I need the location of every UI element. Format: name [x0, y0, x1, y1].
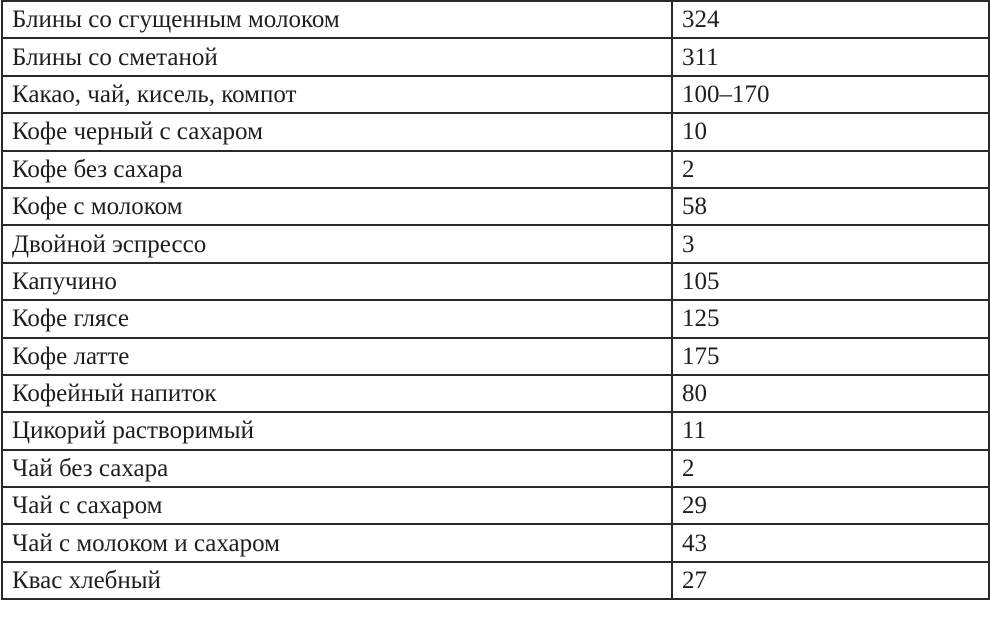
item-name-cell: Блины со сгущенным молоком [2, 1, 672, 38]
item-name-cell: Чай с молоком и сахаром [2, 524, 672, 561]
item-name-cell: Чай без сахара [2, 450, 672, 487]
table-row [2, 188, 989, 225]
item-name-cell: Кофе латте [2, 338, 672, 375]
table-row [2, 487, 989, 524]
table-row [2, 225, 989, 262]
item-name-cell: Кофе без сахара [2, 151, 672, 188]
table-row [2, 412, 989, 449]
item-value-cell: 27 [672, 562, 989, 599]
item-value-cell: 2 [672, 450, 989, 487]
table-row [2, 76, 989, 113]
item-name-cell: Кофейный напиток [2, 375, 672, 412]
table-row [2, 1, 989, 38]
table-row [2, 38, 989, 75]
item-value-cell: 3 [672, 225, 989, 262]
item-name-cell: Квас хлебный [2, 562, 672, 599]
table-row [2, 263, 989, 300]
item-value-cell: 80 [672, 375, 989, 412]
item-value-cell: 29 [672, 487, 989, 524]
table-row [2, 113, 989, 150]
item-value-cell: 100–170 [672, 76, 989, 113]
item-value-cell: 175 [672, 338, 989, 375]
item-value-cell: 105 [672, 263, 989, 300]
table-row [2, 151, 989, 188]
item-value-cell: 324 [672, 1, 989, 38]
item-name-cell: Цикорий растворимый [2, 412, 672, 449]
item-value-cell: 10 [672, 113, 989, 150]
table-row [2, 524, 989, 561]
table-row [2, 450, 989, 487]
item-value-cell: 43 [672, 524, 989, 561]
item-name-cell: Двойной эспрессо [2, 225, 672, 262]
item-name-cell: Какао, чай, кисель, компот [2, 76, 672, 113]
table-row [2, 338, 989, 375]
item-name-cell: Кофе глясе [2, 300, 672, 337]
item-value-cell: 58 [672, 188, 989, 225]
table-row [2, 375, 989, 412]
item-value-cell: 2 [672, 151, 989, 188]
item-value-cell: 311 [672, 38, 989, 75]
calorie-table [1, 0, 990, 600]
item-name-cell: Блины со сметаной [2, 38, 672, 75]
item-name-cell: Кофе черный с сахаром [2, 113, 672, 150]
item-name-cell: Чай с сахаром [2, 487, 672, 524]
table-row [2, 300, 989, 337]
calorie-table-container [1, 0, 988, 631]
item-value-cell: 125 [672, 300, 989, 337]
item-name-cell: Капучино [2, 263, 672, 300]
item-value-cell: 11 [672, 412, 989, 449]
item-name-cell: Кофе с молоком [2, 188, 672, 225]
table-row [2, 562, 989, 599]
